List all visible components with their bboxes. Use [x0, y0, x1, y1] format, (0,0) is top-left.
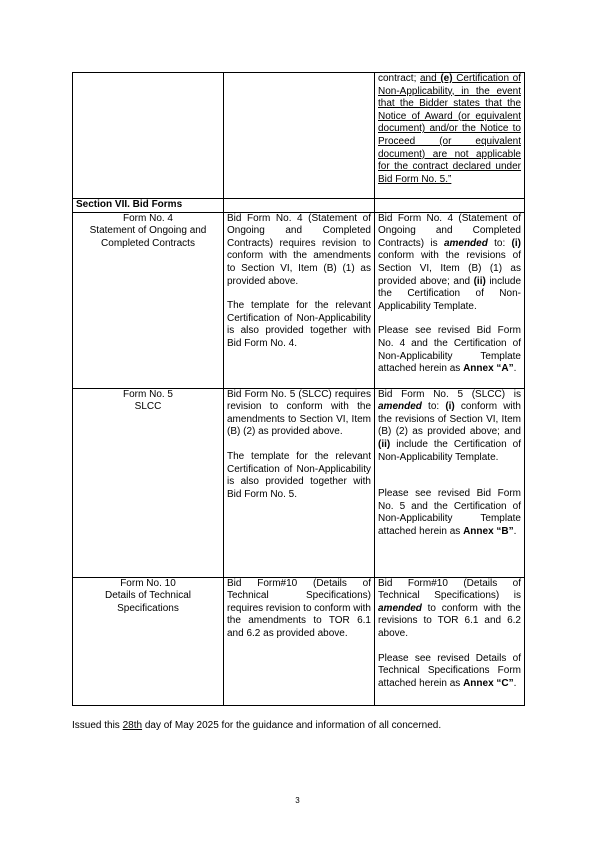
form-4-amendment: [375, 212, 525, 388]
carryover-item-e: (e): [440, 73, 453, 84]
form-4-title: Statement of Ongoing and Completed Contracts: [89, 225, 207, 249]
form-5-amendment: [375, 388, 525, 577]
carryover-cell-1: [73, 73, 224, 199]
form-5-remarks: [224, 388, 375, 577]
table-row-form-5: [73, 388, 525, 577]
form-10-amendment-text: Bid Form#10 (Details of Technical Specifications) is amended to conform with the revisions to TOR 6.1 and 6.2 above.: [378, 577, 521, 639]
issued-statement: Issued this 28th day of May 2025 for the guidance and information of all concerned.: [72, 720, 442, 731]
table-row-carryover: [73, 73, 525, 199]
form-5-label: [73, 388, 224, 577]
carryover-text-2: and: [420, 73, 441, 84]
carryover-cell-3: [375, 73, 525, 199]
form-10-number: Form No. 10: [120, 577, 176, 589]
page-number: 3: [295, 796, 300, 805]
form-4-amendment-text: Bid Form No. 4 (Statement of Ongoing and Completed Contracts) is amended to: (i) conform with the revisions of Section VI, Item (B) (1) as provided above; and (ii) include the Certification of Non-Applicability Template.: [378, 212, 522, 312]
form-10-label: [73, 577, 224, 705]
carryover-cell-2: [224, 73, 375, 199]
form-5-remark-2: The template for the relevant Certification of Non-Applicability is also provided together with Bid Form No. 5.: [227, 450, 371, 500]
form-4-remark-1: Bid Form No. 4 (Statement of Ongoing and Completed Contracts) requires revision to conform with the amendments to Section VI, Item (B) (1) as provided above.: [227, 212, 371, 287]
annex-a-label: Annex “A”: [463, 363, 514, 375]
annex-c-label: Annex “C”: [463, 677, 514, 689]
form-4-annex-note: Please see revised Bid Form No. 4 and the Certification of Non-Applicability Template attached herein as Annex “A”.: [378, 325, 521, 375]
form-4-label: [73, 212, 224, 388]
form-4-number: Form No. 4: [122, 212, 173, 224]
issued-date: 28th: [122, 720, 143, 731]
form-10-remark-1: Bid Form#10 (Details of Technical Specifications) requires revision to conform with the amendments to TOR 6.1 and 6.2 as provided above.: [227, 577, 371, 639]
annex-b-label: Annex “B”: [463, 525, 514, 537]
table-row-form-10: [73, 577, 525, 705]
section-empty-2: [224, 199, 375, 213]
form-10-amendment: [375, 577, 525, 705]
form-5-number: Form No. 5: [122, 388, 173, 400]
form-10-title: Details of Technical Specifications: [105, 590, 191, 614]
section-heading: Section VII. Bid Forms: [73, 199, 224, 213]
form-4-remark-2: The template for the relevant Certification of Non-Applicability is also provided together with Bid Form No. 4.: [227, 300, 371, 349]
form-10-annex-note: Please see revised Details of Technical Specifications Form attached herein as Annex “C”.: [378, 652, 521, 689]
table-row-form-4: [73, 212, 525, 388]
carryover-text-1: contract;: [378, 73, 420, 84]
section-empty-3: [375, 199, 525, 213]
form-5-annex-note: Please see revised Bid Form No. 5 and the Certification of Non-Applicability Template attached herein as Annex “B”.: [378, 488, 521, 537]
carryover-text-3: Certification of Non-Applicability, in the event that the Bidder states that the Notice of Award (or equivalent document) and/or the Notice to Proceed (or equivalent document) are not applicable for the contract declared under Bid Form No. 5.”: [378, 73, 521, 185]
form-4-remarks: [224, 212, 375, 388]
table-row-section: [73, 199, 525, 213]
form-5-amendment-text: Bid Form No. 5 (SLCC) is amended to: (i) conform with the revisions of Section VI, Item (B) (2) as provided above; and (ii) include the Certification of Non-Applicability Template.: [378, 388, 521, 463]
form-10-remarks: [224, 577, 375, 705]
amendments-table: [72, 72, 525, 706]
form-5-title: SLCC: [134, 401, 162, 413]
form-5-remark-1: Bid Form No. 5 (SLCC) requires revision to conform with the amendments to Section VI, Item (B) (2) as provided above.: [227, 388, 371, 438]
